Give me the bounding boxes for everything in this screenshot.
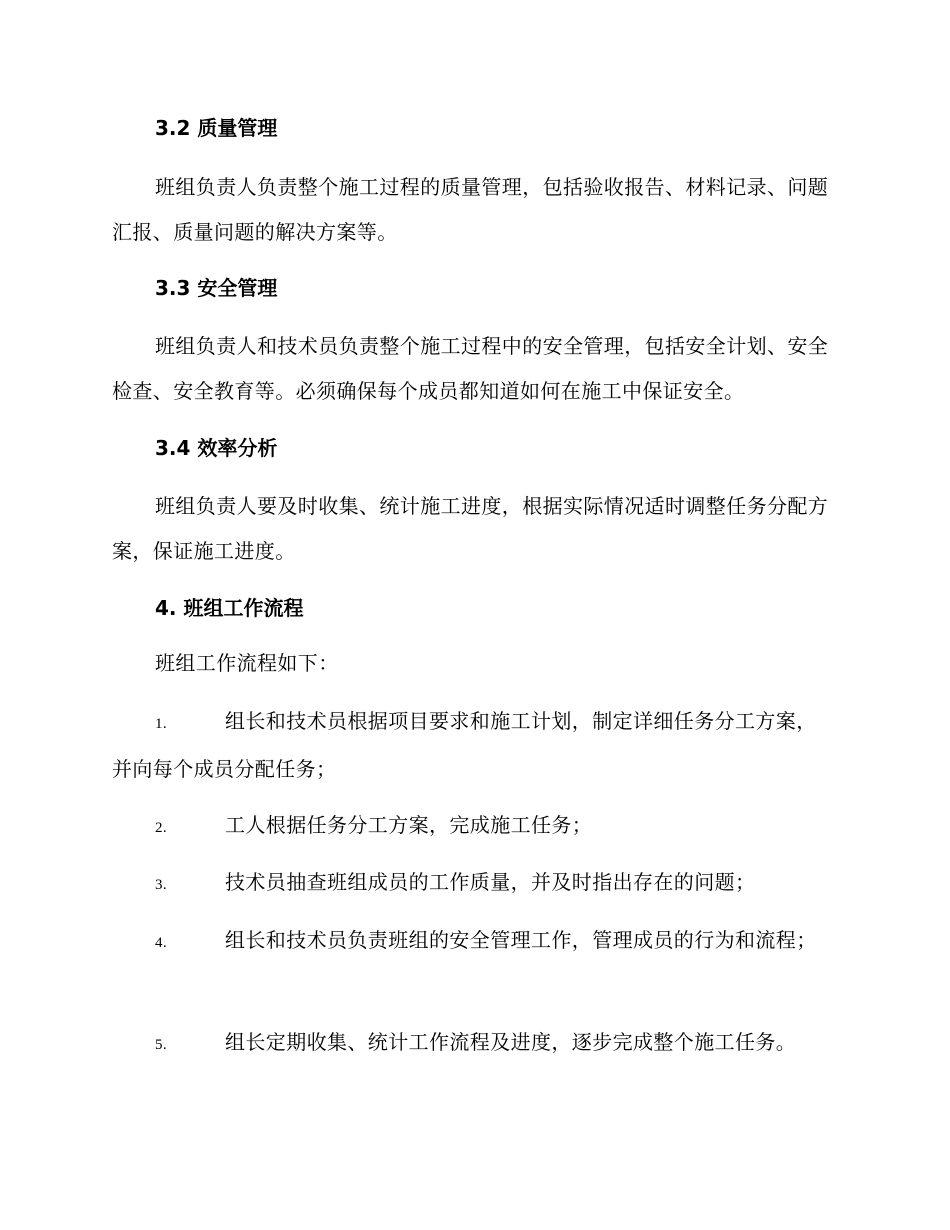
section-heading-3-3: 3.3 安全管理: [155, 276, 278, 300]
section-heading-4: 4. 班组工作流程: [155, 596, 304, 620]
list-item: [112, 918, 832, 966]
list-item-text: 组长和技术员负责班组的安全管理工作，管理成员的行为和流程；: [225, 928, 817, 952]
list-item-text: 工人根据任务分工方案，完成施工任务；: [225, 813, 593, 837]
list-item: [112, 803, 832, 851]
list-item-text: 组长和技术员根据项目要求和施工计划，制定详细任务分工方案，并向每个成员分配任务；: [112, 709, 817, 781]
section-heading-3-4: 3.4 效率分析: [155, 436, 278, 460]
list-item-number: 3.: [155, 877, 168, 893]
list-item-number: 5.: [155, 1037, 168, 1053]
list-item-number: 1.: [155, 716, 168, 732]
list-item-text: 技术员抽查班组成员的工作质量，并及时指出存在的问题；: [225, 870, 756, 894]
list-item-number: 2.: [155, 820, 168, 836]
section-body-3-3: 班组负责人和技术员负责整个施工过程中的安全管理，包括安全计划、安全检查、安全教育等。必须确保每个成员都知道如何在施工中保证安全。: [112, 334, 829, 403]
section-body-4: 班组工作流程如下：: [155, 651, 339, 675]
list-item: [112, 1020, 832, 1068]
list-item-number: 4.: [155, 935, 168, 951]
list-item: [112, 699, 832, 792]
section-body-3-2: 班组负责人负责整个施工过程的质量管理，包括验收报告、材料记录、问题汇报、质量问题的解决方案等。: [112, 175, 829, 244]
list-item-text: 组长定期收集、统计工作流程及进度，逐步完成整个施工任务。: [225, 1030, 797, 1054]
section-heading-3-2: 3.2 质量管理: [155, 116, 278, 140]
section-body-3-4: 班组负责人要及时收集、统计施工进度，根据实际情况适时调整任务分配方案，保证施工进度。: [112, 494, 829, 563]
list-item: [112, 860, 832, 908]
